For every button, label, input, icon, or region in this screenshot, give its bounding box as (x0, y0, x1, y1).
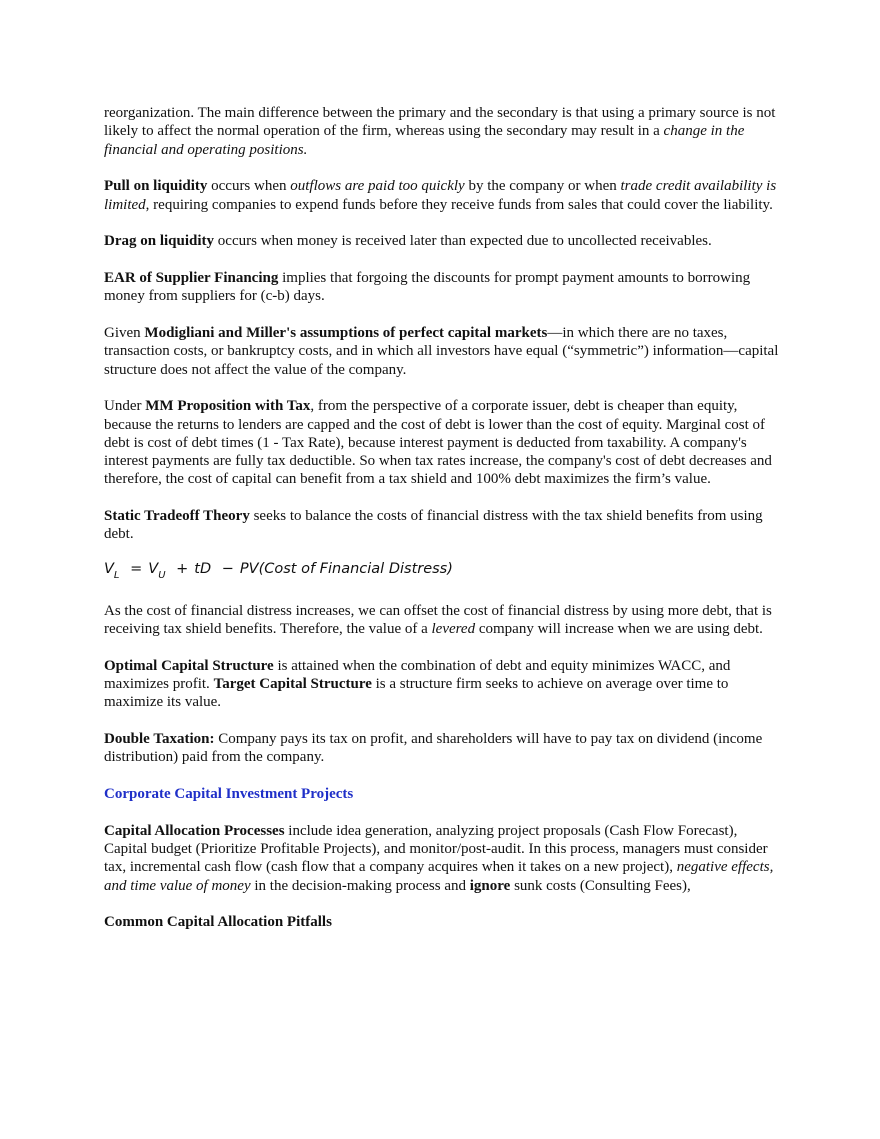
paragraph-reorganization: reorganization. The main difference between the primary and the secondary is that using a primary source is not likely to affect the normal operation of the firm, whereas using the secondary may result in a change in the financial and operating positions. (104, 105, 776, 158)
term-ear-supplier-financing: EAR of Supplier Financing (104, 269, 279, 286)
paragraph-static-tradeoff: Static Tradeoff Theory seeks to balance the costs of financial distress with the tax shield benefits from using debt. (104, 508, 763, 543)
term-target-capital-structure: Target Capital Structure (213, 675, 372, 692)
formula-levered-value: $V_L = V_U$ + tD − PV(Cost of Financial Distress) (104, 560, 453, 581)
document-page (104, 104, 780, 950)
term-drag-on-liquidity: Drag on liquidity (104, 233, 215, 250)
term-double-taxation: Double Taxation: (104, 730, 215, 747)
paragraph-financial-distress: As the cost of financial distress increases, we can offset the cost of financial distress by using more debt, that is receiving tax shield benefits. Therefore, the value of a levered company will increase when we are using debt. (104, 602, 772, 637)
term-optimal-capital-structure: Optimal Capital Structure (104, 657, 274, 674)
section-heading-capital-investment: Corporate Capital Investment Projects (104, 785, 354, 802)
term-mm-with-tax: MM Proposition with Tax (145, 398, 311, 415)
paragraph-capital-allocation-pitfalls (104, 913, 780, 931)
term-capital-allocation-pitfalls: Common Capital Allocation Pitfalls (104, 914, 332, 931)
term-static-tradeoff: Static Tradeoff Theory (104, 508, 250, 525)
paragraph-mm-with-tax: Under MM Proposition with Tax, from the perspective of a corporate issuer, debt is cheaper than equity, because the returns to lenders are capped and the cost of debt is lower than the cost of equity. Marginal cost of debt is cost of debt times (1 - Tax Rate), because interest payment is deducted from taxability. A company's interest payments are fully tax deductible. So when tax rates increase, the company's cost of debt decreases and therefore, the cost of capital can benefit from a tax shield and 100% debt maximizes the firm’s value. (104, 398, 772, 488)
term-pull-on-liquidity: Pull on liquidity (104, 178, 208, 195)
paragraph-ear-supplier-financing: EAR of Supplier Financing implies that forgoing the discounts for prompt payment amounts to borrowing money from suppliers for (c-b) days. (104, 269, 751, 305)
paragraph-drag-on-liquidity: Drag on liquidity occurs when money is received later than expected due to uncollected receivables. (104, 233, 712, 250)
term-mm-assumptions: Modigliani and Miller's assumptions of perfect capital markets (144, 324, 548, 341)
term-capital-allocation-processes: Capital Allocation Processes (104, 822, 285, 839)
paragraph-capital-allocation-processes: Capital Allocation Processes include idea generation, analyzing project proposals (Cash Flow Forecast), Capital budget (Prioritize Profitable Projects), and monitor/post-audit. In this process, managers must consider tax, incremental cash flow (cash flow that a company acquires when it takes on a new project), negative effects, and time value of money in the decision-making process and ignore sunk costs (Consulting Fees), (104, 822, 774, 894)
paragraph-optimal-capital-structure: Optimal Capital Structure is attained when the combination of debt and equity minimizes WACC, and maximizes profit. Target Capital Structure is a structure firm seeks to achieve on average over time to maximize its value. (104, 657, 731, 711)
paragraph-modigliani-miller: Given Modigliani and Miller's assumptions of perfect capital markets—in which there are no taxes, transaction costs, or bankruptcy costs, and in which all investors have equal (“symmetric”) information—capital structure does not affect the value of the company. (104, 324, 779, 378)
paragraph-double-taxation: Double Taxation: Company pays its tax on profit, and shareholders will have to pay tax on dividend (income distribution) paid from the company. (104, 730, 763, 766)
paragraph-pull-on-liquidity: Pull on liquidity occurs when outflows are paid too quickly by the company or when trade credit availability is limited, requiring companies to expend funds before they receive funds from sales that could cover the liability. (104, 178, 777, 213)
